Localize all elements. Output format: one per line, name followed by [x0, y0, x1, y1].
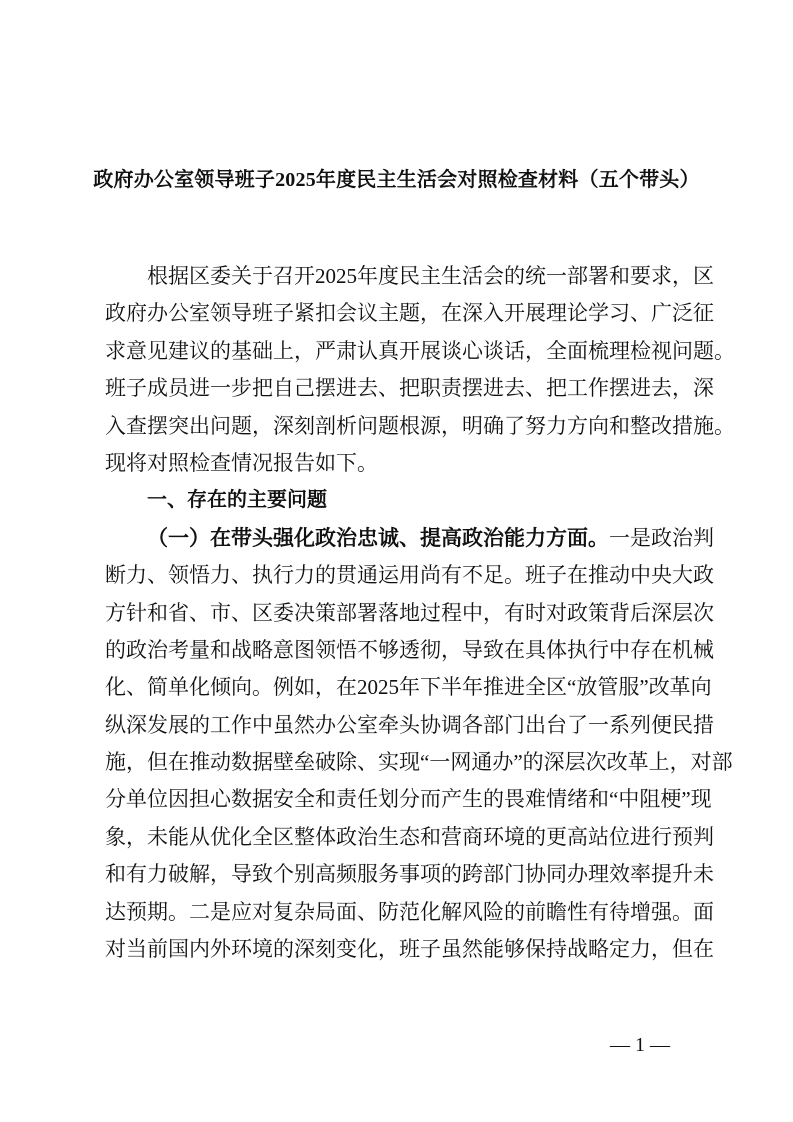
subsection-heading: （一）在带头强化政治忠诚、提高政治能力方面。: [147, 525, 609, 550]
paragraph-line: 班子成员进一步把自己摆进去、把职责摆进去、把工作摆进去，深: [105, 376, 714, 401]
paragraph-line: 分单位因担心数据安全和责任划分而产生的畏难情绪和“中阻梗”现: [105, 787, 712, 812]
paragraph-line: 根据区委关于召开2025年度民主生活会的统一部署和要求，区: [147, 264, 714, 288]
subsection-first-line: [105, 520, 714, 557]
paragraph-line: 纵深发展的工作中虽然办公室牵头协调各部门出台了一系列便民措: [105, 712, 714, 737]
paragraph-line: 化、简单化倾向。例如，在2025年下半年推进全区“放管服”改革向: [105, 675, 712, 700]
paragraph-line: 象，未能从优化全区整体政治生态和营商环境的更高站位进行预判: [105, 824, 714, 849]
paragraph-line: 的政治考量和战略意图领悟不够透彻，导致在具体执行中存在机械: [105, 637, 714, 662]
paragraph-line: 断力、领悟力、执行力的贯通运用尚有不足。班子在推动中央大政: [105, 563, 714, 588]
document-body: [105, 258, 735, 968]
section-heading: 一、存在的主要问题: [147, 489, 327, 512]
paragraph-line: 入查摆突出问题，深刻剖析问题根源，明确了努力方向和整改措施。: [105, 413, 735, 438]
paragraph-line: 现将对照检查情况报告如下。: [105, 450, 378, 475]
paragraph-line: 和有力破解，导致个别高频服务事项的跨部门协同办理效率提升未: [105, 862, 714, 887]
paragraph-line: 达预期。二是应对复杂局面、防范化解风险的前瞻性有待增强。面: [105, 899, 714, 924]
subsection-text: 一是政治判: [609, 525, 714, 550]
paragraph-line: 方针和省、市、区委决策部署落地过程中，有时对政策背后深层次: [105, 600, 714, 625]
paragraph-line: 施，但在推动数据壁垒破除、实现“一网通办”的深层次改革上，对部: [105, 750, 733, 775]
paragraph-line: 对当前国内外环境的深刻变化，班子虽然能够保持战略定力，但在: [105, 937, 714, 962]
page-number: — 1 —: [610, 1034, 670, 1056]
document-title: 政府办公室领导班子2025年度民主生活会对照检查材料（五个带头）: [93, 169, 700, 191]
paragraph-line: 政府办公室领导班子紧扣会议主题，在深入开展理论学习、广泛征: [105, 301, 714, 326]
paragraph-line: 求意见建议的基础上，严肃认真开展谈心谈话，全面梳理检视问题。: [105, 338, 735, 363]
